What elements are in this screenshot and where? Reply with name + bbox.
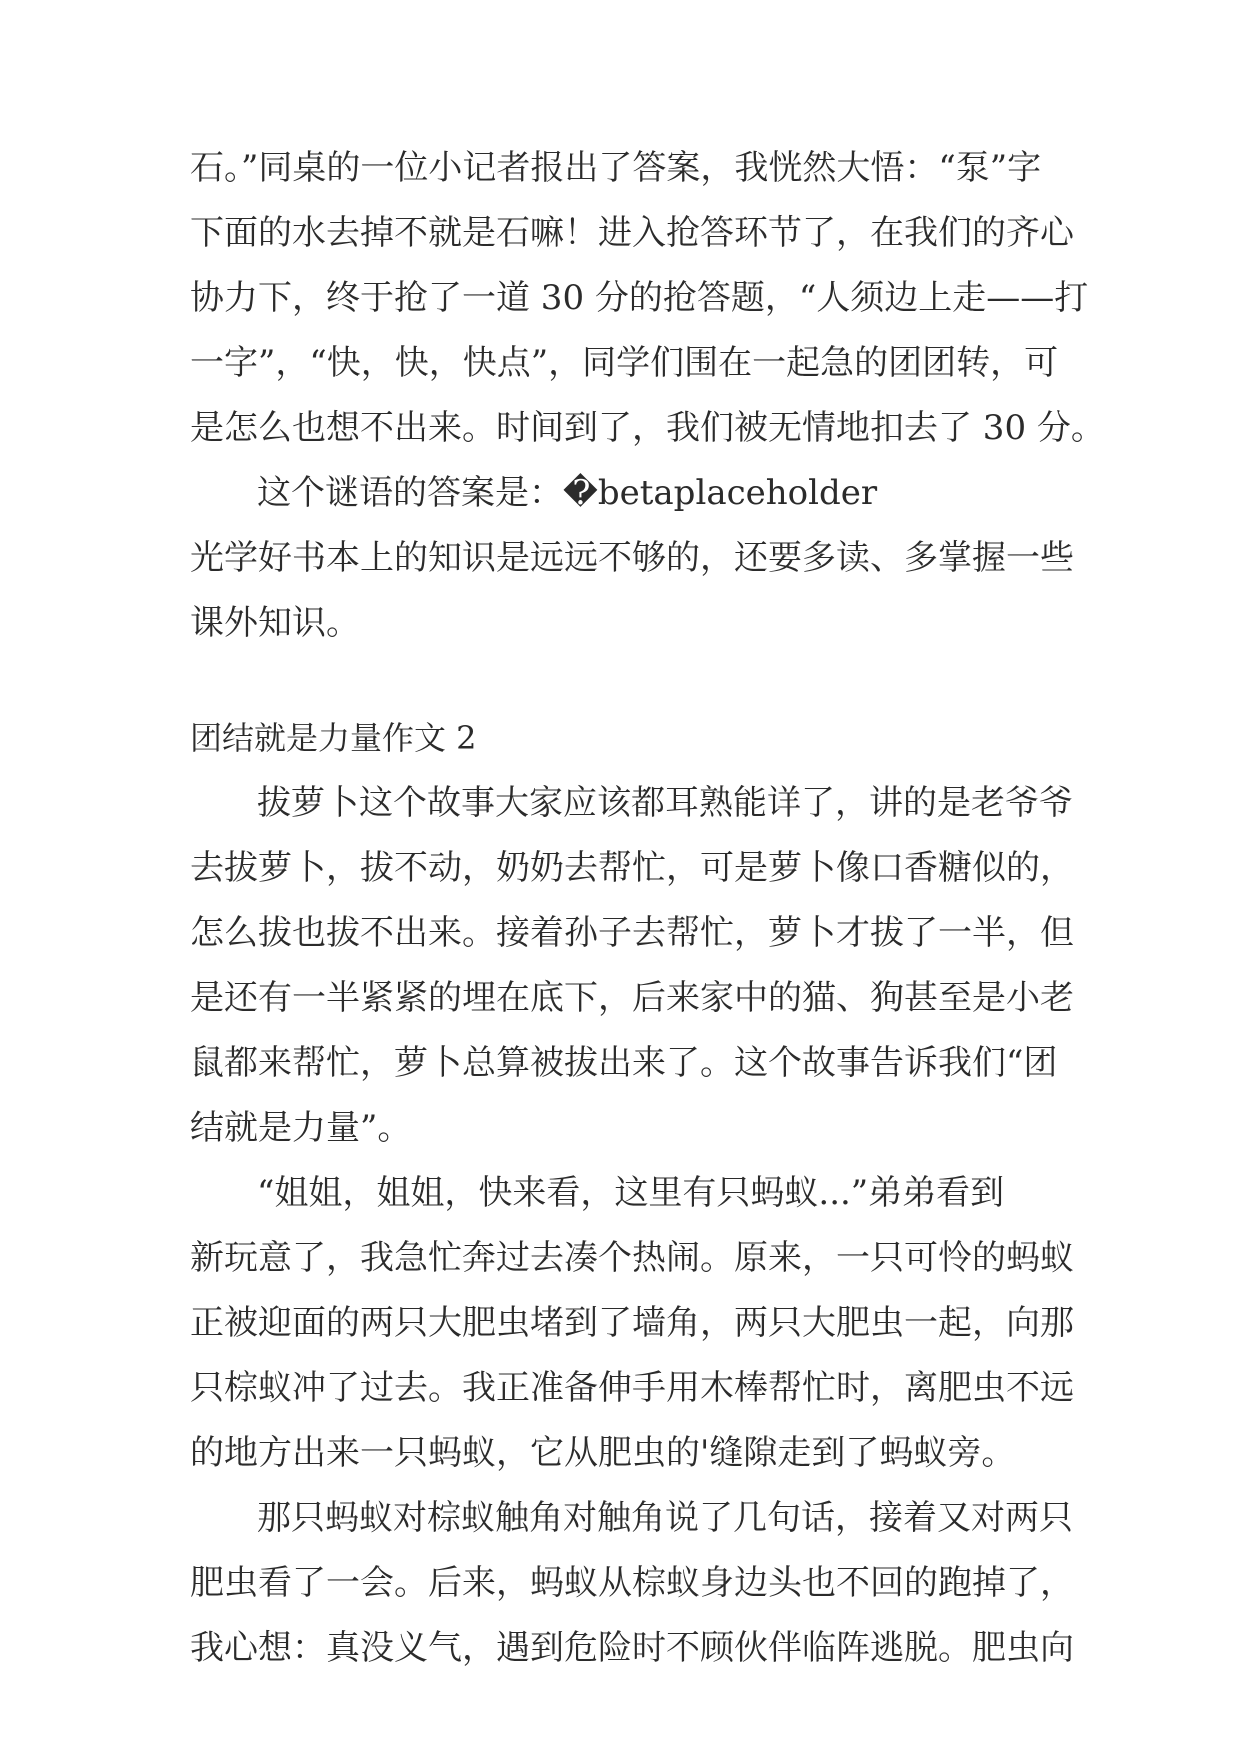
text-line: 结就是力量”。: [190, 1108, 412, 1148]
text-line: 只棕蚁冲了过去。我正准备伸手用木棒帮忙时，离肥虫不远: [190, 1368, 1074, 1408]
text-line: 怎么拔也拔不出来。接着孙子去帮忙，萝卜才拔了一半，但: [190, 913, 1074, 953]
text-line: “姐姐，姐姐，快来看，这里有只蚂蚁...”弟弟看到: [257, 1173, 1005, 1213]
text-line: 新玩意了，我急忙奔过去凑个热闹。原来，一只可怜的蚂蚁: [190, 1238, 1074, 1278]
text-line: 课外知识。: [190, 603, 360, 643]
text-line: 一字”，“快，快，快点”，同学们围在一起急的团团转，可: [190, 343, 1059, 383]
text-line: 协力下，终于抢了一道 30 分的抢答题，“人须边上走——打: [190, 278, 1089, 318]
text-line: 鼠都来帮忙，萝卜总算被拔出来了。这个故事告诉我们“团: [190, 1043, 1058, 1083]
text-line: 去拔萝卜，拔不动，奶奶去帮忙，可是萝卜像口香糖似的，: [190, 848, 1074, 888]
text-line: 这个谜语的答案是：�betaplaceholder: [257, 473, 878, 513]
text-line: 正被迎面的两只大肥虫堵到了墙角，两只大肥虫一起，向那: [190, 1303, 1074, 1343]
text-line: 肥虫看了一会。后来，蚂蚁从棕蚁身边头也不回的跑掉了，: [190, 1563, 1074, 1603]
text-line: 拔萝卜这个故事大家应该都耳熟能详了，讲的是老爷爷: [257, 783, 1073, 823]
text-line: 是还有一半紧紧的埋在底下，后来家中的猫、狗甚至是小老: [190, 978, 1074, 1018]
text-line: 下面的水去掉不就是石嘛！进入抢答环节了，在我们的齐心: [190, 213, 1074, 253]
text-line: 那只蚂蚁对棕蚁触角对触角说了几句话，接着又对两只: [257, 1498, 1073, 1538]
text-line: 是怎么也想不出来。时间到了，我们被无情地扣去了 30 分。: [190, 408, 1105, 448]
text-line: 光学好书本上的知识是远远不够的，还要多读、多掌握一些: [190, 538, 1074, 578]
section-heading: 团结就是力量作文 2: [190, 719, 477, 757]
text-line: 的地方出来一只蚂蚁，它从肥虫的'缝隙走到了蚂蚁旁。: [190, 1433, 1016, 1473]
text-line: 我心想：真没义气，遇到危险时不顾伙伴临阵逃脱。肥虫向: [190, 1628, 1074, 1668]
text-line: 石。”同桌的一位小记者报出了答案，我恍然大悟：“泵”字: [190, 148, 1042, 188]
